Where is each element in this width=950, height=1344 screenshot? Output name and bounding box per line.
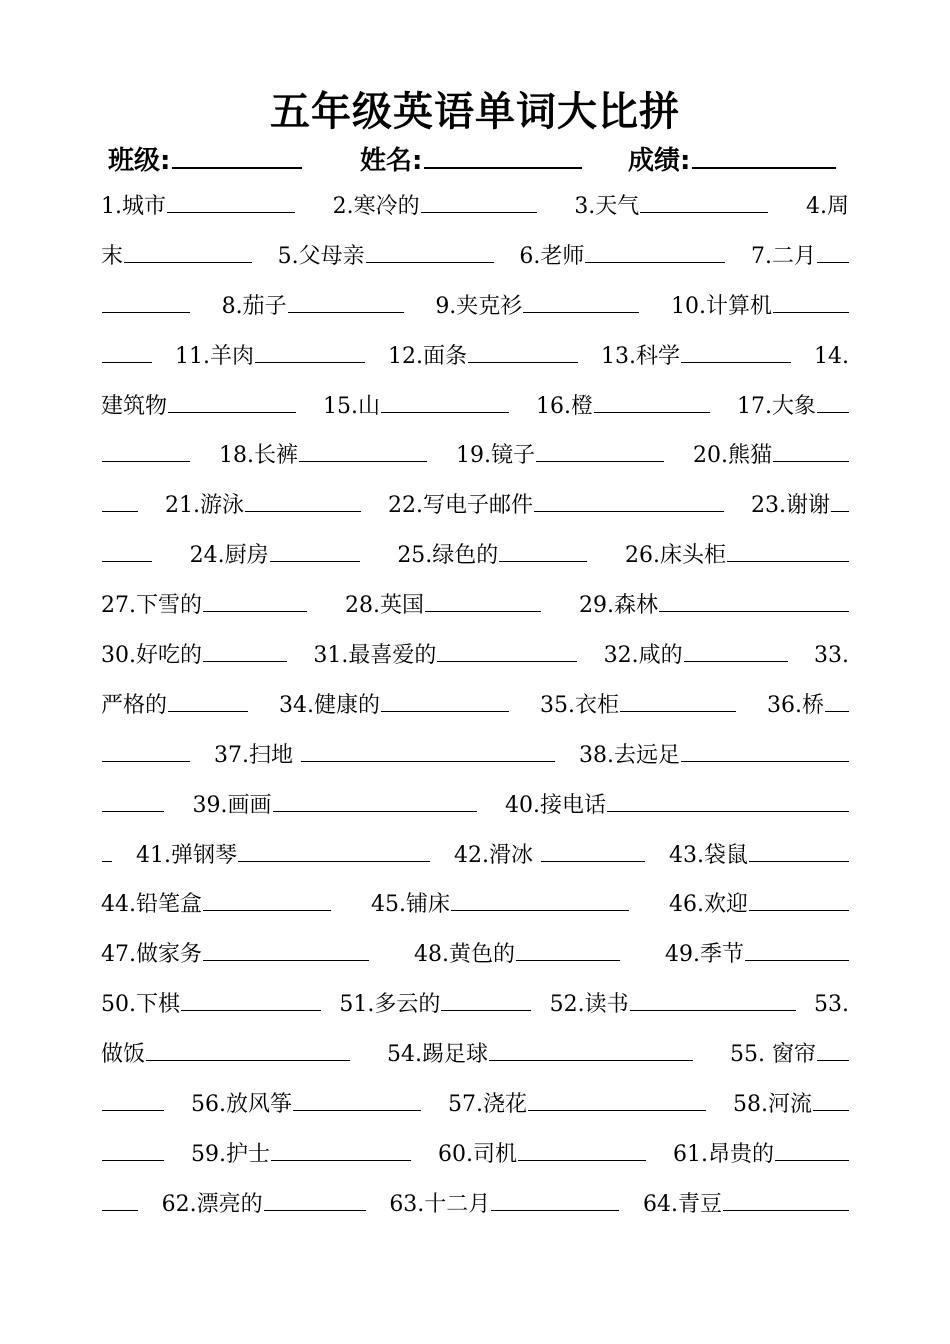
vocab-item [101,930,369,980]
answer-blank[interactable] [825,696,849,712]
vocab-item [751,481,849,531]
answer-blank[interactable] [102,1145,164,1161]
answer-blank[interactable] [168,397,296,413]
answer-blank[interactable] [203,596,307,612]
vocab-label: 33. [813,643,849,669]
answer-blank[interactable] [516,945,620,961]
answer-blank[interactable] [102,496,138,512]
vocab-item [101,781,164,831]
score-label: 成绩: [628,146,691,176]
page-title: 五年级英语单词大比拼 [270,89,680,135]
vocab-label: 建筑物 [101,393,168,419]
vocab-label: 12.面条 [388,343,467,369]
vocab-item [767,681,849,731]
answer-blank[interactable] [264,1195,366,1211]
vocab-item [101,681,248,731]
answer-blank[interactable] [775,1145,849,1161]
answer-blank[interactable] [491,1195,619,1211]
answer-blank[interactable] [437,646,577,662]
vocab-label: 末 [101,243,124,269]
vocab-label: 10.计算机 [670,293,772,319]
vocab-item [101,382,296,432]
vocab-item [101,831,112,881]
answer-blank[interactable] [541,846,645,862]
vocab-item [101,731,190,781]
answer-blank[interactable] [727,546,849,562]
answer-blank[interactable] [630,995,796,1011]
vocab-row [101,930,849,980]
answer-blank[interactable] [817,1045,849,1061]
answer-blank[interactable] [271,1145,411,1161]
answer-blank[interactable] [102,846,112,862]
vocab-label: 51.多云的 [339,992,441,1018]
vocab-label: 做饭 [101,1042,146,1068]
vocab-item [671,282,849,332]
vocab-item [673,1130,849,1180]
vocab-label: 4.周 [805,194,849,219]
vocab-item [388,481,724,531]
vocab-item [214,731,555,781]
vocab-label: 25.绿色的 [397,543,499,569]
answer-blank[interactable] [245,496,361,512]
vocab-label: 46.欢迎 [669,892,748,918]
vocab-item [574,182,768,232]
vocab-label: 56.放风筝 [191,1092,292,1118]
answer-blank[interactable] [301,746,555,762]
class-label: 班级: [108,146,171,176]
vocab-label: 16.橙 [535,393,593,419]
answer-blank[interactable] [773,446,849,462]
answer-blank[interactable] [518,1145,646,1161]
vocab-item [136,831,430,881]
vocab-item [101,431,190,481]
vocab-label: 15.山 [323,393,380,419]
answer-blank[interactable] [238,846,430,862]
vocab-label: 42.滑冰 [454,842,540,868]
vocab-item [519,232,725,282]
vocab-label: 22.写电子邮件 [388,493,533,519]
vocab-item [625,531,849,581]
vocab-label: 5.父母亲 [277,243,365,269]
vocab-item [313,631,577,681]
vocab-item [190,531,360,581]
answer-blank[interactable] [607,796,849,812]
vocab-item [191,1130,411,1180]
vocab-label: 39.画画 [192,792,272,818]
vocab-label: 34.健康的 [279,692,380,718]
answer-blank[interactable] [620,696,736,712]
answer-blank[interactable] [102,1195,138,1211]
vocab-label: 45.铺床 [371,892,450,918]
vocab-item [345,581,541,631]
answer-blank[interactable] [585,247,725,263]
answer-blank[interactable] [468,347,578,363]
vocab-item [388,332,578,382]
answer-blank[interactable] [203,646,287,662]
answer-blank[interactable] [102,347,152,363]
answer-blank[interactable] [366,247,494,263]
vocab-item [323,382,509,432]
vocab-label: 26.床头柜 [624,543,726,569]
vocab-label: 24.厨房 [189,543,269,569]
vocab-row [101,581,849,631]
vocab-label: 50.下棋 [101,992,180,1018]
vocab-label: 17.大象 [736,393,816,419]
vocab-item [389,1180,619,1230]
vocab-row [101,731,849,781]
answer-blank[interactable] [749,895,849,911]
score-blank[interactable] [692,145,836,169]
vocab-label: 55. 窗帘 [730,1042,816,1068]
vocab-label: 54.踢足球 [387,1042,489,1068]
vocab-item [387,1030,693,1080]
vocab-row [101,781,849,831]
answer-blank[interactable] [745,945,849,961]
vocab-row [101,831,849,881]
vocab-label: 20.熊猫 [693,443,772,469]
vocab-item [333,182,537,232]
vocab-label: 52.读书 [549,992,629,1018]
vocab-row [101,232,849,282]
vocab-item [751,232,849,282]
name-label: 姓名: [360,146,423,176]
vocab-label: 27.下雪的 [101,593,202,619]
vocab-item [579,581,849,631]
vocab-label: 53. [813,992,849,1018]
vocab-row [101,382,849,432]
vocab-label: 2.寒冷的 [332,194,420,219]
answer-blank[interactable] [640,197,768,213]
vocab-label: 32.咸的 [603,643,683,669]
vocab-label: 57.浇花 [448,1092,527,1118]
vocab-item [604,631,788,681]
answer-blank[interactable] [831,496,849,512]
answer-blank[interactable] [425,596,541,612]
vocab-item [101,232,252,282]
vocab-item [101,1030,350,1080]
vocab-row [101,681,849,731]
vocab-label: 62.漂亮的 [161,1191,263,1217]
answer-blank[interactable] [381,397,509,413]
class-field[interactable] [108,140,302,177]
answer-blank[interactable] [813,1095,849,1111]
answer-blank[interactable] [421,197,537,213]
vocab-label: 40.接电话 [505,792,606,818]
name-blank[interactable] [424,145,582,169]
vocab-item [162,1180,366,1230]
vocab-label: 29.森林 [579,593,658,619]
vocab-label: 58.河流 [733,1092,812,1118]
vocab-item [222,282,404,332]
answer-blank[interactable] [749,846,849,862]
vocab-label: 严格的 [101,692,168,718]
vocab-label: 38.去远足 [578,742,680,768]
answer-blank[interactable] [293,1095,421,1111]
vocab-item [643,1180,849,1230]
vocab-label: 8.茄子 [221,293,287,319]
vocab-row [101,182,849,232]
vocab-row [101,1180,849,1230]
vocab-item [448,1080,706,1130]
vocab-label: 63.十二月 [389,1191,491,1217]
vocab-item [665,930,849,980]
vocab-item [339,980,531,1030]
vocab-item [435,282,639,332]
vocab-item [175,332,365,382]
answer-blank[interactable] [534,496,724,512]
vocab-label: 9.夹克衫 [435,293,523,319]
vocab-item [669,880,849,930]
vocab-row [101,1080,849,1130]
vocab-row [101,1130,849,1180]
answer-blank[interactable] [528,1095,706,1111]
vocab-label: 59.护士 [191,1141,270,1167]
answer-blank[interactable] [124,247,252,263]
vocab-label: 41.弹钢琴 [136,842,237,868]
vocab-item [737,382,849,432]
answer-blank[interactable] [681,347,791,363]
vocab-label: 35.衣柜 [539,692,619,718]
vocab-item [371,880,629,930]
vocab-item [101,481,138,531]
vocab-item [278,232,494,282]
answer-blank[interactable] [270,546,360,562]
vocabulary-list [101,182,849,1230]
vocab-item [101,282,190,332]
answer-blank[interactable] [684,646,788,662]
answer-blank[interactable] [102,1095,164,1111]
answer-blank[interactable] [499,546,587,562]
vocab-label: 3.天气 [574,194,640,219]
vocab-item [730,1030,849,1080]
answer-blank[interactable] [817,397,849,413]
answer-blank[interactable] [288,297,404,313]
vocab-label: 13.科学 [601,343,680,369]
vocab-row [101,880,849,930]
vocab-label: 48.黄色的 [414,942,515,968]
answer-blank[interactable] [681,746,849,762]
vocab-item [101,531,152,581]
vocab-item [814,332,849,382]
answer-blank[interactable] [381,696,509,712]
vocab-row [101,631,849,681]
vocab-label: 36.桥 [766,692,824,718]
vocab-item [101,182,295,232]
vocab-label: 19.镜子 [456,443,535,469]
vocab-item [101,1130,164,1180]
answer-blank[interactable] [441,995,531,1011]
answer-blank[interactable] [451,895,629,911]
vocab-item [191,1080,421,1130]
class-blank[interactable] [172,145,302,169]
answer-blank[interactable] [659,596,849,612]
vocab-item [101,581,307,631]
answer-blank[interactable] [102,297,190,313]
vocab-label: 14. [814,343,849,369]
vocab-item [536,382,710,432]
answer-blank[interactable] [102,796,164,812]
vocab-label: 28.英国 [345,593,424,619]
answer-blank[interactable] [167,197,295,213]
vocab-item [101,1180,138,1230]
answer-blank[interactable] [817,247,849,263]
answer-blank[interactable] [255,347,365,363]
vocab-item [806,182,849,232]
answer-blank[interactable] [102,546,152,562]
vocab-row [101,481,849,531]
vocab-label: 61.昂贵的 [673,1141,774,1167]
vocab-item [101,332,152,382]
vocab-label: 60.司机 [438,1141,517,1167]
vocab-label: 1.城市 [101,194,166,219]
vocab-item [814,980,849,1030]
answer-blank[interactable] [102,446,190,462]
answer-blank[interactable] [523,297,639,313]
vocab-label: 47.做家务 [101,942,202,968]
vocab-label: 11.羊肉 [175,343,254,369]
vocab-label: 18.长裤 [219,443,298,469]
vocab-item [601,332,791,382]
vocab-label: 23.谢谢 [751,493,830,519]
vocab-item [456,431,664,481]
vocab-label: 31.最喜爱的 [313,643,437,669]
answer-blank[interactable] [181,995,321,1011]
vocab-row [101,1030,849,1080]
vocab-item [814,631,849,681]
vocab-item [101,1080,164,1130]
vocab-label: 30.好吃的 [101,643,202,669]
answer-blank[interactable] [723,1195,849,1211]
answer-blank[interactable] [203,895,331,911]
vocab-label: 49.季节 [665,942,744,968]
vocab-item [550,980,796,1030]
answer-blank[interactable] [594,397,710,413]
vocab-label: 7.二月 [750,243,816,269]
vocab-item [733,1080,849,1130]
vocab-item [101,631,287,681]
vocab-row [101,531,849,581]
vocab-label: 43.袋鼠 [668,842,748,868]
vocab-item [438,1130,646,1180]
answer-blank[interactable] [102,746,190,762]
answer-blank[interactable] [536,446,664,462]
answer-blank[interactable] [168,696,248,712]
vocab-label: 6.老师 [519,243,585,269]
vocab-item [279,681,509,731]
answer-blank[interactable] [203,945,369,961]
student-info-row [108,140,848,180]
vocab-row [101,282,849,332]
vocab-item [693,431,849,481]
answer-blank[interactable] [146,1045,350,1061]
answer-blank[interactable] [299,446,427,462]
vocab-row [101,332,849,382]
vocab-item [540,681,736,731]
vocab-item [397,531,587,581]
name-field[interactable] [360,140,582,177]
vocab-item [414,930,620,980]
vocab-item [669,831,849,881]
vocab-item [101,980,321,1030]
vocab-item [579,731,849,781]
vocab-item [101,880,331,930]
vocab-item [219,431,427,481]
vocab-item [454,831,645,881]
vocab-label: 64.青豆 [642,1191,722,1217]
answer-blank[interactable] [773,297,849,313]
vocab-item [505,781,849,831]
vocab-item [165,481,361,531]
answer-blank[interactable] [273,796,477,812]
vocab-label: 21.游泳 [165,493,244,519]
vocab-label: 37.扫地 [214,742,300,768]
vocab-row [101,980,849,1030]
vocab-row [101,431,849,481]
vocab-label: 44.铅笔盒 [101,892,202,918]
answer-blank[interactable] [489,1045,693,1061]
vocab-item [193,781,477,831]
score-field[interactable] [628,140,836,177]
